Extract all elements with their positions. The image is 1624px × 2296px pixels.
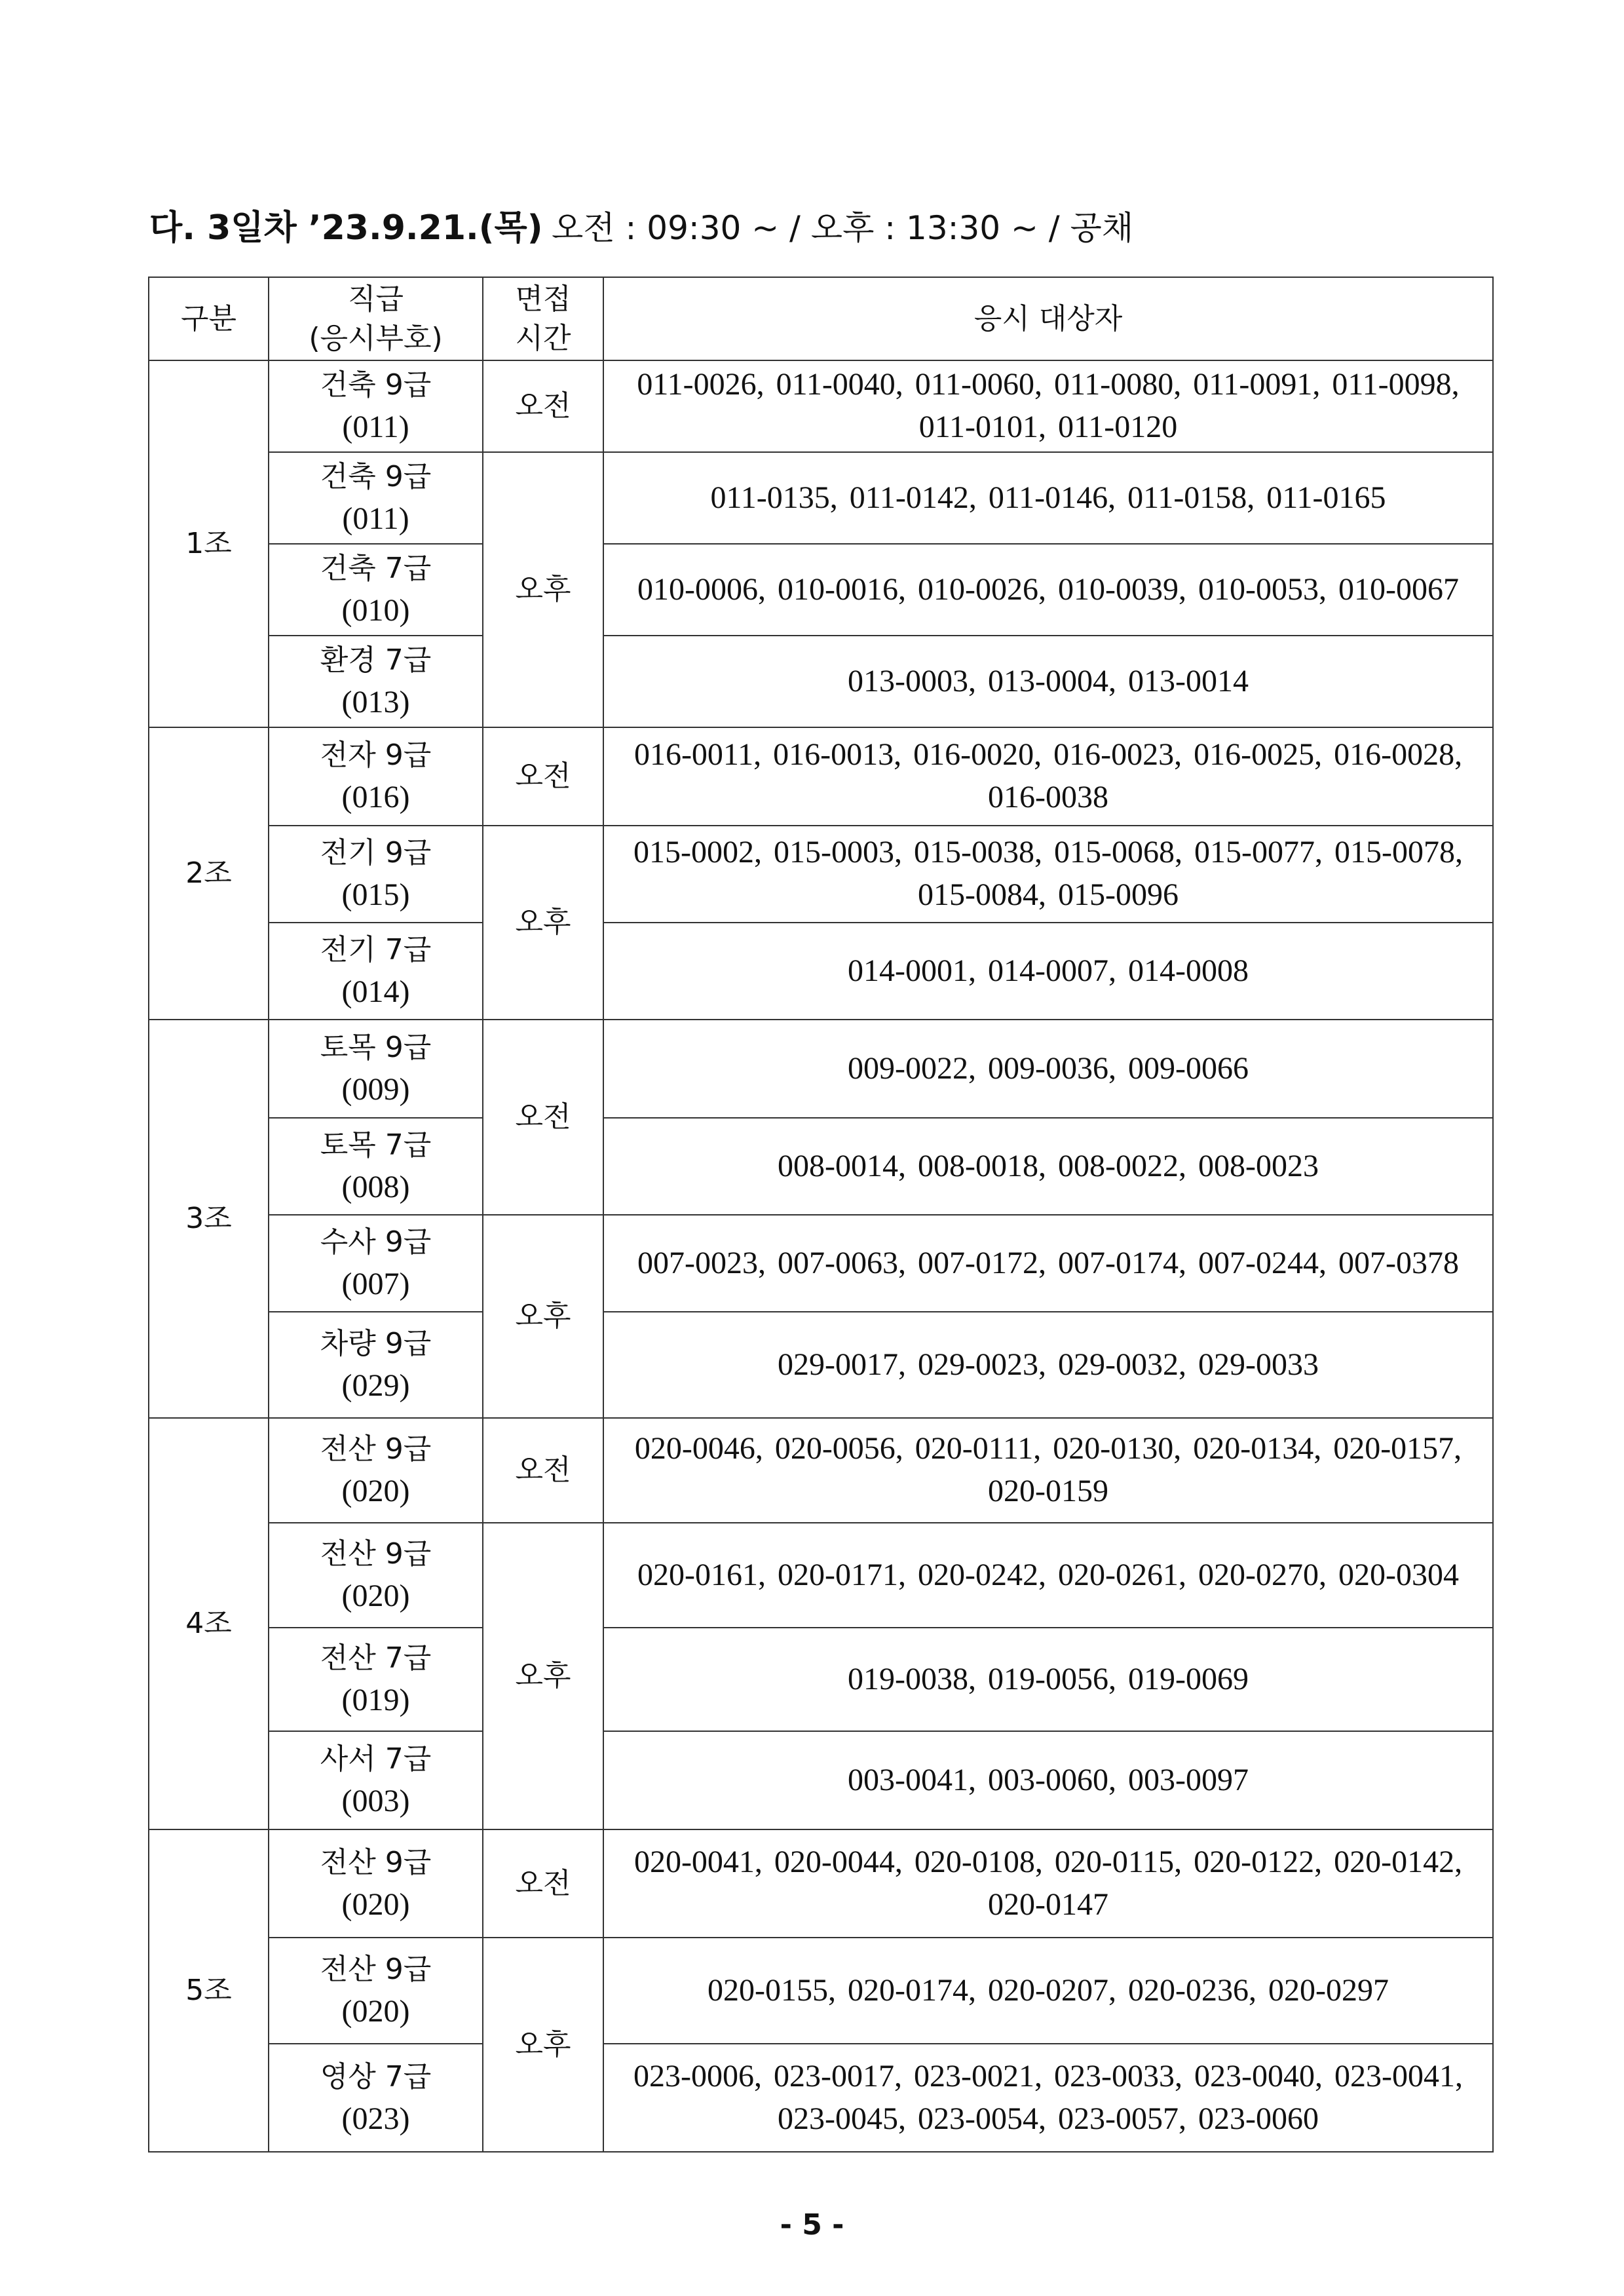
- candidates-cell: 007-0023, 007-0063, 007-0172, 007-0174, 007-0244, 007-0378: [603, 1215, 1493, 1312]
- grade-name: 전산 9급: [320, 1845, 432, 1879]
- table-row: [149, 452, 1493, 544]
- candidates-cell: 003-0041, 003-0060, 003-0097: [603, 1731, 1493, 1829]
- grade-name: 전산 9급: [320, 1432, 432, 1466]
- grade-cell: [269, 544, 483, 636]
- grade-code: (020): [341, 1474, 410, 1508]
- grade-name: 토목 7급: [320, 1128, 432, 1162]
- table-row: [149, 923, 1493, 1020]
- grade-code: (020): [341, 1886, 410, 1922]
- candidates-cell: 016-0011, 016-0013, 016-0020, 016-0023, 016-0025, 016-0028, 016-0038: [603, 727, 1493, 826]
- group-cell: 2조: [149, 727, 269, 1020]
- table-row: [149, 1215, 1493, 1312]
- group-cell: 5조: [149, 1829, 269, 2152]
- table-row: [149, 727, 1493, 826]
- table-row: [149, 1418, 1493, 1523]
- grade-name: 건축 7급: [320, 552, 432, 586]
- grade-name: 전기 9급: [320, 836, 432, 870]
- grade-cell: [269, 923, 483, 1020]
- interview-time-cell: 오전: [483, 1829, 603, 1938]
- interview-time-cell: 오후: [483, 452, 603, 727]
- candidates-cell: 011-0026, 011-0040, 011-0060, 011-0080, 011-0091, 011-0098, 011-0101, 011-0120: [603, 360, 1493, 452]
- grade-code: (010): [341, 593, 410, 628]
- candidates-cell: 019-0038, 019-0056, 019-0069: [603, 1628, 1493, 1731]
- grade-code: (020): [341, 1994, 410, 2029]
- candidates-cell: 020-0046, 020-0056, 020-0111, 020-0130, 020-0134, 020-0157, 020-0159: [603, 1418, 1493, 1523]
- grade-cell: [269, 1020, 483, 1118]
- grade-code: (015): [341, 877, 410, 912]
- header-time: 면접 시간: [483, 277, 603, 360]
- table-body: [149, 360, 1493, 2152]
- grade-code: (020): [341, 1578, 410, 1613]
- grade-code: (003): [341, 1784, 410, 1818]
- grade-code: (013): [341, 685, 410, 719]
- interview-time-cell: 오후: [483, 1938, 603, 2152]
- grade-cell: [269, 1731, 483, 1829]
- candidates-cell: 020-0041, 020-0044, 020-0108, 020-0115, 020-0122, 020-0142, 020-0147: [603, 1829, 1493, 1938]
- grade-code: (011): [342, 410, 409, 444]
- section-heading: [149, 200, 1133, 249]
- table-row: [149, 636, 1493, 727]
- table-header-row: [149, 277, 1493, 360]
- grade-code: (019): [341, 1683, 410, 1717]
- candidates-cell: 014-0001, 014-0007, 014-0008: [603, 923, 1493, 1020]
- table-row: [149, 1938, 1493, 2044]
- grade-name: 전자 9급: [320, 738, 432, 773]
- header-candidates: 응시 대상자: [603, 277, 1493, 360]
- heading-details: 오전 : 09:30 ~ / 오후 : 13:30 ~ / 공채: [552, 209, 1134, 247]
- candidates-cell: 020-0161, 020-0171, 020-0242, 020-0261, 020-0270, 020-0304: [603, 1523, 1493, 1628]
- grade-code: (016): [341, 780, 410, 814]
- grade-cell: [269, 1938, 483, 2044]
- interview-time-cell: 오후: [483, 1523, 603, 1829]
- candidates-cell: 009-0022, 009-0036, 009-0066: [603, 1020, 1493, 1118]
- grade-cell: [269, 452, 483, 544]
- grade-cell: [269, 1215, 483, 1312]
- table-row: [149, 544, 1493, 636]
- grade-name: 영상 7급: [320, 2059, 432, 2094]
- interview-time-cell: 오후: [483, 1215, 603, 1418]
- grade-cell: [269, 826, 483, 923]
- page-number: - 5 -: [780, 2208, 844, 2242]
- candidates-cell: 015-0002, 015-0003, 015-0038, 015-0068, 015-0077, 015-0078, 015-0084, 015-0096: [603, 826, 1493, 923]
- grade-code: (011): [342, 501, 409, 536]
- grade-cell: [269, 1523, 483, 1628]
- grade-name: 토목 9급: [320, 1031, 432, 1065]
- grade-cell: [269, 1312, 483, 1418]
- grade-cell: [269, 360, 483, 452]
- table-row: [149, 1118, 1493, 1215]
- candidates-cell: 020-0155, 020-0174, 020-0207, 020-0236, 020-0297: [603, 1938, 1493, 2044]
- table-row: [149, 826, 1493, 923]
- grade-code: (014): [341, 974, 410, 1009]
- grade-name: 전산 9급: [320, 1953, 432, 1987]
- grade-code: (007): [341, 1267, 410, 1301]
- grade-cell: [269, 2044, 483, 2152]
- grade-cell: [269, 1829, 483, 1938]
- grade-cell: [269, 1418, 483, 1523]
- grade-name: 건축 9급: [320, 460, 432, 494]
- interview-schedule-table: [148, 277, 1494, 2152]
- table-row: [149, 1312, 1493, 1418]
- interview-time-cell: 오전: [483, 1020, 603, 1215]
- candidates-cell: 011-0135, 011-0142, 011-0146, 011-0158, 011-0165: [603, 452, 1493, 544]
- grade-name: 수사 9급: [320, 1225, 432, 1259]
- grade-name: 환경 7급: [320, 643, 432, 678]
- candidates-cell: 013-0003, 013-0004, 013-0014: [603, 636, 1493, 727]
- header-grade: 직급 (응시부호): [269, 277, 483, 360]
- table-row: [149, 1523, 1493, 1628]
- grade-code: (029): [341, 1368, 410, 1403]
- table-row: [149, 1628, 1493, 1731]
- header-group: 구분: [149, 277, 269, 360]
- interview-time-cell: 오후: [483, 826, 603, 1020]
- grade-name: 건축 9급: [320, 368, 432, 402]
- heading-section: 다. 3일차 ’23.9.21.(목): [149, 208, 543, 248]
- interview-time-cell: 오전: [483, 360, 603, 452]
- candidates-cell: 023-0006, 023-0017, 023-0021, 023-0033, 023-0040, 023-0041, 023-0045, 023-0054, 023-0057, 023-0060: [603, 2044, 1493, 2152]
- grade-cell: [269, 636, 483, 727]
- table-row: [149, 1020, 1493, 1118]
- table-row: [149, 1829, 1493, 1938]
- grade-cell: [269, 1628, 483, 1731]
- grade-code: (008): [341, 1170, 410, 1204]
- grade-code: (009): [341, 1072, 410, 1107]
- grade-cell: [269, 727, 483, 826]
- group-cell: 3조: [149, 1020, 269, 1418]
- grade-name: 사서 7급: [320, 1742, 432, 1776]
- table-row: [149, 1731, 1493, 1829]
- interview-time-cell: 오전: [483, 1418, 603, 1523]
- group-cell: 1조: [149, 360, 269, 727]
- group-cell: 4조: [149, 1418, 269, 1829]
- grade-name: 전기 7급: [320, 933, 432, 967]
- grade-name: 전산 7급: [320, 1641, 432, 1675]
- grade-cell: [269, 1118, 483, 1215]
- candidates-cell: 010-0006, 010-0016, 010-0026, 010-0039, 010-0053, 010-0067: [603, 544, 1493, 636]
- interview-time-cell: 오전: [483, 727, 603, 826]
- table-row: [149, 360, 1493, 452]
- table-row: [149, 2044, 1493, 2152]
- candidates-cell: 008-0014, 008-0018, 008-0022, 008-0023: [603, 1118, 1493, 1215]
- grade-name: 차량 9급: [320, 1327, 432, 1361]
- grade-name: 전산 9급: [320, 1537, 432, 1571]
- grade-code: (023): [341, 2101, 410, 2136]
- candidates-cell: 029-0017, 029-0023, 029-0032, 029-0033: [603, 1312, 1493, 1418]
